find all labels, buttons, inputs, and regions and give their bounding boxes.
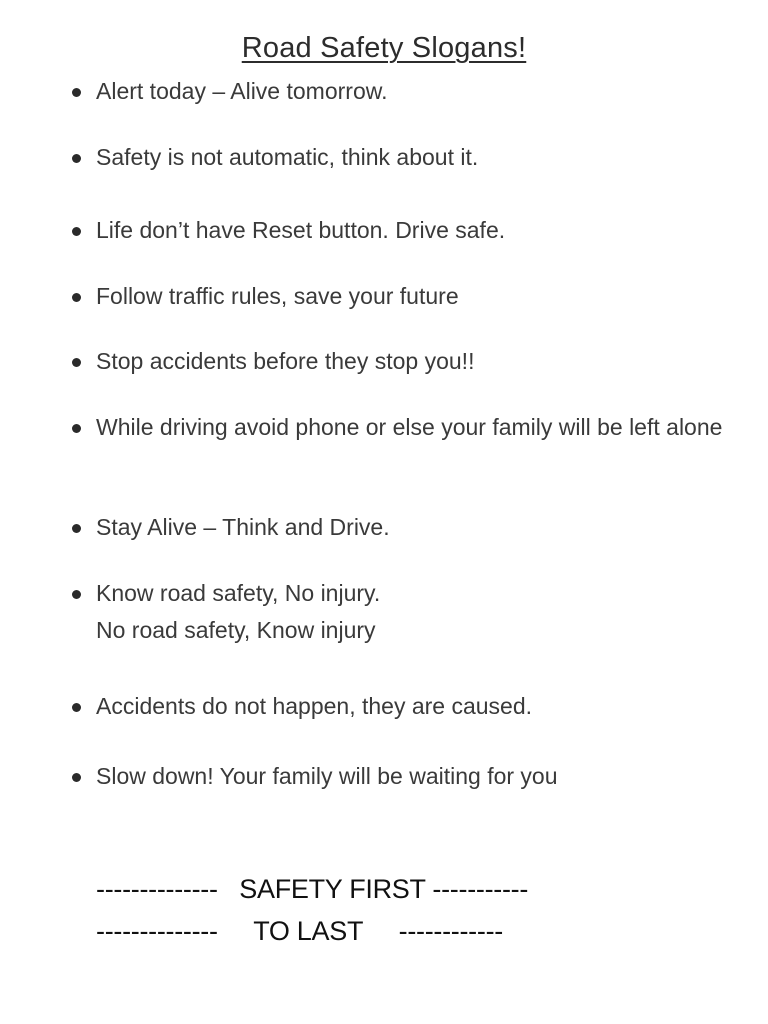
list-item bbox=[72, 140, 752, 174]
list-item bbox=[72, 213, 752, 247]
bullet-icon bbox=[72, 524, 81, 533]
slogan-text: While driving avoid phone or else your family will be left alone bbox=[96, 414, 723, 440]
footer-safety-first: -------------- SAFETY FIRST ----------- bbox=[96, 874, 529, 904]
list-item bbox=[72, 689, 752, 723]
bullet-icon bbox=[72, 154, 81, 163]
list-item bbox=[72, 344, 752, 378]
slogan-text: Stop accidents before they stop you!! bbox=[96, 348, 475, 374]
bullet-icon bbox=[72, 293, 81, 302]
slogan-text: Alert today – Alive tomorrow. bbox=[96, 78, 388, 104]
bullet-icon bbox=[72, 227, 81, 236]
bullet-icon bbox=[72, 703, 81, 712]
slogan-text: Slow down! Your family will be waiting for you bbox=[96, 763, 558, 789]
list-item bbox=[72, 510, 752, 544]
list-item bbox=[72, 759, 752, 793]
slogan-text: Life don’t have Reset button. Drive safe. bbox=[96, 217, 506, 243]
bullet-icon bbox=[72, 358, 81, 367]
bullet-icon bbox=[72, 88, 81, 97]
slogan-text: Safety is not automatic, think about it. bbox=[96, 144, 479, 170]
list-item bbox=[72, 279, 752, 313]
slogan-text: Know road safety, No injury. bbox=[96, 580, 381, 606]
slogan-text: Stay Alive – Think and Drive. bbox=[96, 514, 390, 540]
footer-to-last: -------------- TO LAST ------------ bbox=[96, 916, 503, 946]
bullet-icon bbox=[72, 424, 81, 433]
list-item bbox=[72, 74, 752, 108]
slogan-text-continued: No road safety, Know injury bbox=[96, 617, 376, 643]
page-title: Road Safety Slogans! bbox=[241, 32, 527, 64]
bullet-icon bbox=[72, 590, 81, 599]
slogan-text: Accidents do not happen, they are caused. bbox=[96, 693, 533, 719]
slogan-text: Follow traffic rules, save your future bbox=[96, 283, 459, 309]
list-item bbox=[72, 410, 752, 444]
list-item bbox=[72, 575, 752, 649]
bullet-icon bbox=[72, 773, 81, 782]
